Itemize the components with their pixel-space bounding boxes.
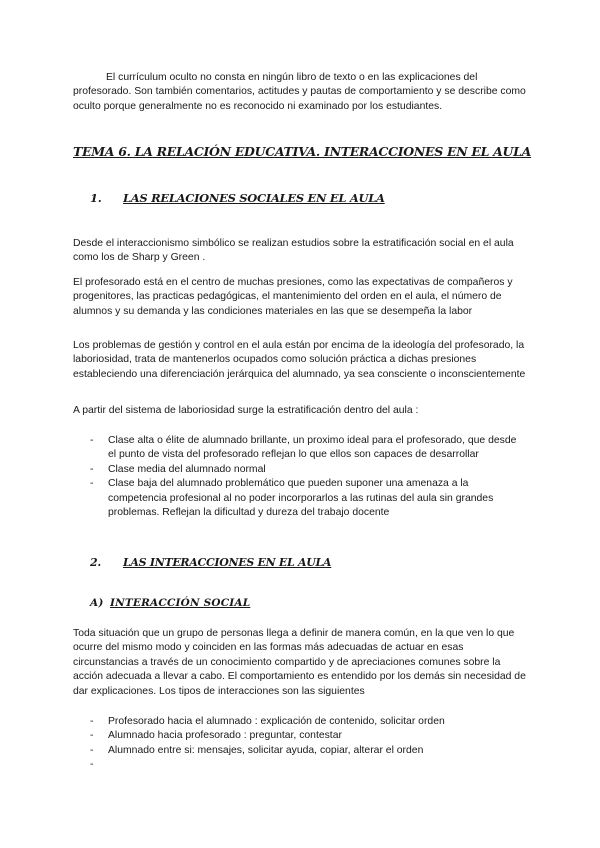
section-1-paragraph-1: Desde el interaccionismo simbólico se realizan estudios sobre la estratificación social en el aula como los de Sharp y Green .: [73, 238, 514, 264]
list-item: - Clase media del alumnado normal: [90, 463, 520, 477]
section-1-title: LAS RELACIONES SOCIALES EN EL AULA: [123, 191, 385, 205]
dash-bullet: -: [90, 478, 94, 490]
dash-bullet: -: [90, 730, 94, 742]
list-item: - Alumnado entre si: mensajes, solicitar ayuda, copiar, alterar el orden: [90, 744, 520, 758]
dash-bullet: -: [90, 716, 94, 727]
dash-bullet: -: [90, 744, 94, 756]
list-item: - Clase baja del alumnado problemático que pueden suponer una amenaza a la competencia profesional al no poder incorporarlos a las rutinas del aula sin grandes problemas. Reflejan la dificultad y dureza del trabajo docente: [90, 478, 494, 519]
list-item: - Profesorado hacia el alumnado : explicación de contenido, solicitar orden: [90, 715, 520, 729]
interaction-types-list: [90, 715, 520, 773]
section-1-number: 1.: [90, 191, 102, 205]
tema-title: TEMA 6. LA RELACIÓN EDUCATIVA. INTERACCIONES EN EL AULA: [73, 144, 532, 159]
intro-paragraph: El currículum oculto no consta en ningún libro de texto o en las explicaciones del profesorado. Son también comentarios, actitudes y pautas de comportamiento y se describe como oculto porque generalmente no es reconocido ni examinado por los estudiantes.: [73, 72, 526, 112]
section-1-heading: [90, 191, 385, 205]
section-2-paragraph: Toda situación que un grupo de personas llega a definir de manera común, en la que ven lo que ocurre del mismo modo y coinciden en las formas más adecuadas de actuar en esas circunstancias a través de un conocimiento compartido y de apreciaciones comunes sobre la acción adecuada a llevar a cabo. El comportamiento es entendido por los demás sin necesidad de dar explicaciones. Los tipos de interacciones son las siguientes: [73, 628, 526, 697]
subsection-title: INTERACCIÓN SOCIAL: [110, 597, 251, 609]
section-2-number: 2.: [90, 556, 101, 569]
dash-bullet: -: [90, 435, 94, 446]
section-1-paragraph-2: El profesorado está en el centro de muchas presiones, como las expectativas de compañeros y progenitores, las practicas pedagógicas, el mantenimiento del orden en el aula, el número de alumnos y su demanda y las condiciones materiales en las que se desempeña la labor: [73, 277, 513, 317]
section-1-paragraph-4: A partir del sistema de laboriosidad surge la estratificación dentro del aula :: [73, 405, 419, 416]
dash-bullet: -: [90, 463, 94, 475]
section-2-title: LAS INTERACCIONES EN EL AULA: [123, 556, 332, 569]
section-2-heading: [90, 556, 331, 569]
list-item: - Alumnado hacia profesorado : preguntar, contestar: [90, 729, 520, 743]
subsection-label: A): [90, 597, 104, 609]
subsection-a-heading: [90, 597, 250, 609]
stratification-list: [90, 434, 520, 520]
section-1-paragraph-3: Los problemas de gestión y control en el aula están por encima de la ideología del profesorado, la laboriosidad, trata de mantenerlos ocupados como solución práctica a dichas presiones estableciendo una diferenciación jerárquica del alumnado, ya sea consciente o inconscientemente: [73, 340, 526, 380]
list-item: [90, 758, 520, 772]
list-item: - Clase alta o élite de alumnado brillante, un proximo ideal para el profesorado, que desde el punto de vista del profesorado reflejan lo que ellos son capaces de desarrollar: [90, 435, 517, 461]
dash-bullet: -: [90, 759, 94, 771]
